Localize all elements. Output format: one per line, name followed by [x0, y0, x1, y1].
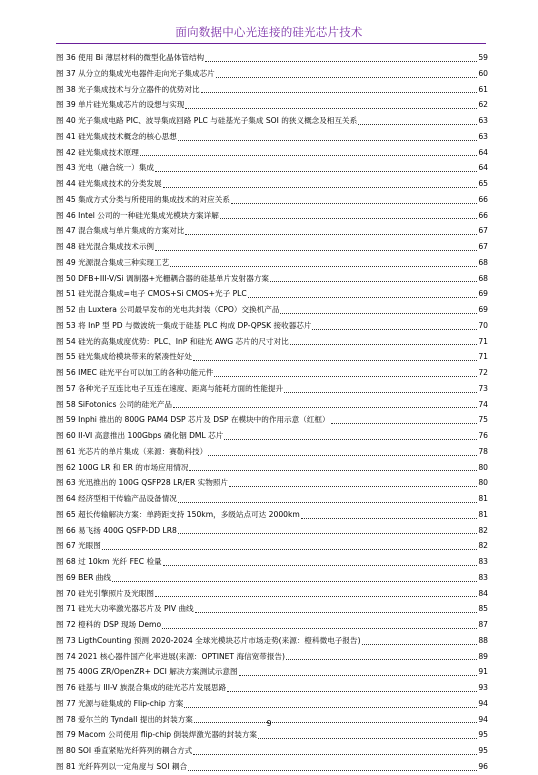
- figure-list-item[interactable]: [56, 696, 488, 712]
- dot-leader: [248, 293, 478, 298]
- figure-list-item[interactable]: [56, 286, 488, 302]
- dot-leader: [178, 498, 478, 503]
- page-ref: 88: [478, 635, 488, 645]
- dot-leader: [195, 608, 478, 613]
- figure-list-item[interactable]: [56, 727, 488, 743]
- figure-list-item[interactable]: [56, 444, 488, 460]
- page-ref: 64: [478, 147, 488, 157]
- figure-caption: 图 44 硅光集成技术的分类发展: [56, 179, 162, 188]
- figure-caption: 图 47 混合集成与单片集成的方案对比: [56, 226, 185, 236]
- figure-caption: 图 39 单片硅光集成芯片的设想与实现: [56, 100, 185, 110]
- page-ref: 62: [478, 100, 488, 110]
- page-ref: 67: [478, 242, 488, 251]
- page-ref: 60: [478, 68, 488, 78]
- figure-list-item[interactable]: [56, 160, 488, 176]
- page-ref: 65: [478, 179, 488, 188]
- page-ref: 83: [478, 572, 488, 582]
- figure-list-item[interactable]: [56, 129, 488, 145]
- figure-list-item[interactable]: [56, 318, 488, 334]
- figure-list-item[interactable]: [56, 680, 488, 696]
- page-ref: 75: [478, 415, 488, 425]
- figure-list-item[interactable]: [56, 381, 488, 397]
- dot-leader: [102, 545, 477, 550]
- page-ref: 95: [478, 730, 488, 740]
- dot-leader: [155, 246, 477, 251]
- figure-caption: 图 53 将 InP 型 PD 与微波统一集成于硅基 PLC 构成 DP-QPSK 接收器芯片: [56, 320, 312, 330]
- page-ref: 74: [478, 399, 488, 409]
- figure-list-item[interactable]: [56, 82, 488, 98]
- figure-list-item[interactable]: [56, 507, 488, 523]
- figure-list-item[interactable]: [56, 176, 488, 192]
- page-ref: 73: [478, 383, 488, 393]
- figure-caption: 图 55 硅光集成给模块带来的紧凑性好处: [56, 352, 192, 362]
- figure-caption: 图 36 使用 Bi 薄层材料的微型化晶体管结构: [56, 53, 205, 62]
- figure-list-item[interactable]: [56, 617, 488, 633]
- dot-leader: [358, 120, 477, 125]
- page-ref: 63: [478, 131, 488, 141]
- page-ref: 80: [478, 478, 488, 488]
- page-ref: 78: [478, 446, 488, 456]
- page-ref: 68: [478, 273, 488, 283]
- dot-leader: [185, 104, 477, 109]
- figure-caption: 图 63 光迅推出的 100G QSFP28 LR/ER 实物照片: [56, 478, 229, 488]
- figure-caption: 图 41 硅光集成技术概念的核心思想: [56, 131, 177, 141]
- figure-caption: 图 56 IMEC 硅光平台可以加工的各种功能元件: [56, 368, 214, 377]
- figure-caption: 图 48 硅光混合集成技术示例: [56, 242, 155, 251]
- page-ref: 71: [478, 336, 488, 346]
- dot-leader: [140, 151, 477, 156]
- dot-leader: [331, 419, 478, 424]
- dot-leader: [155, 592, 477, 597]
- dot-leader: [155, 167, 477, 172]
- figure-list-item[interactable]: [56, 192, 488, 208]
- figure-list-item[interactable]: [56, 113, 488, 129]
- page-ref: 66: [478, 194, 488, 204]
- page-ref: 82: [478, 525, 488, 535]
- page-ref: 85: [478, 604, 488, 614]
- figure-list-item[interactable]: [56, 460, 488, 476]
- page-ref: 81: [478, 509, 488, 519]
- figure-list-item[interactable]: [56, 365, 488, 381]
- figure-caption: 图 79 Macom 公司使用 flip-chip 倒装焊激光器的封装方案: [56, 730, 258, 740]
- figure-list-item[interactable]: [56, 239, 488, 255]
- figure-list-item[interactable]: [56, 302, 488, 318]
- dot-leader: [208, 451, 477, 456]
- figure-list-item[interactable]: [56, 570, 488, 586]
- dot-leader: [290, 340, 478, 345]
- figure-caption: 图 58 SiFotonics 公司的硅光产品: [56, 399, 173, 409]
- page-ref: 82: [478, 541, 488, 551]
- figure-list-item[interactable]: [56, 97, 488, 113]
- page-ref: 80: [478, 462, 488, 472]
- dot-leader: [312, 325, 477, 330]
- figure-list-item[interactable]: [56, 349, 488, 365]
- dot-leader: [239, 671, 478, 676]
- figure-caption: 图 68 过 10km 光纤 FEC 检量: [56, 557, 162, 566]
- figure-caption: 图 81 光纤阵列以一定角度与 SOI 耦合: [56, 761, 188, 771]
- dot-leader: [284, 388, 477, 393]
- figure-caption: 图 64 经济型相干传输产品设备情况: [56, 494, 177, 503]
- figure-caption: 图 62 100G LR 和 ER 的市场应用情况: [56, 462, 189, 472]
- dot-leader: [201, 88, 478, 93]
- figure-list-item[interactable]: [56, 50, 488, 66]
- dot-leader: [362, 640, 478, 645]
- figure-caption: 图 71 硅光大功率激光器芯片及 PIV 曲线: [56, 604, 194, 614]
- dot-leader: [178, 529, 477, 534]
- dot-leader: [185, 230, 477, 235]
- dot-leader: [193, 356, 477, 361]
- figure-list-item[interactable]: [56, 538, 488, 554]
- dot-leader: [188, 766, 477, 771]
- figure-list-item[interactable]: [56, 66, 488, 82]
- page-number: 9: [266, 719, 272, 728]
- dot-leader: [162, 624, 477, 629]
- page-ref: 76: [478, 431, 488, 440]
- dot-leader: [258, 734, 477, 739]
- dot-leader: [227, 687, 477, 692]
- document-title: 面向数据中心光连接的硅光芯片技术: [175, 25, 363, 39]
- figure-caption: 图 50 DFB+III-V/Si 调制器+光栅耦合器的硅基单片发射器方案: [56, 273, 270, 283]
- page-ref: 84: [478, 588, 488, 598]
- figure-caption: 图 52 由 Luxtera 公司最早发布的光电共封装（CPO）交换机产品: [56, 305, 280, 314]
- figure-list-item[interactable]: [56, 412, 488, 428]
- dot-leader: [280, 309, 477, 314]
- dot-leader: [301, 514, 478, 519]
- dot-leader: [216, 73, 478, 78]
- page-ref: 68: [478, 257, 488, 267]
- figure-caption: 图 37 从分立的集成光电器件走向光子集成芯片: [56, 68, 215, 78]
- figure-list-item[interactable]: [56, 523, 488, 539]
- figure-caption: 图 38 光子集成技术与分立器件的优势对比: [56, 84, 200, 94]
- dot-leader: [189, 466, 477, 471]
- dot-leader: [173, 403, 477, 408]
- figure-caption: 图 78 爱尔兰的 Tyndall 提出的封装方案: [56, 714, 193, 724]
- page-ref: 96: [478, 761, 488, 771]
- page-ref: 71: [478, 352, 488, 362]
- figure-caption: 图 73 LigthCounting 预测 2020-2024 全球光模块芯片市场走势(来源：橙科微电子报告): [56, 635, 361, 645]
- figure-caption: 图 61 光芯片的单片集成（来源：赛勒科技）: [56, 446, 208, 456]
- dot-leader: [286, 655, 477, 660]
- figure-list-item[interactable]: [56, 208, 488, 224]
- page-ref: 70: [478, 320, 488, 330]
- page-ref: 61: [478, 84, 488, 94]
- figure-caption: 图 66 易飞扬 400G QSFP-DD LR8: [56, 525, 177, 535]
- figure-caption: 图 69 BER 曲线: [56, 572, 111, 582]
- dot-leader: [163, 561, 478, 566]
- figure-list-item[interactable]: [56, 633, 488, 649]
- figure-list-item[interactable]: [56, 271, 488, 287]
- figure-caption: 图 54 硅光的高集成度优势：PLC、InP 和硅光 AWG 芯片的尺寸对比: [56, 336, 289, 346]
- dot-leader: [220, 214, 478, 219]
- dot-leader: [178, 136, 478, 141]
- figure-caption: 图 65 超长传输解决方案：单跨距支持 150km，多级站点可达 2000km: [56, 509, 300, 519]
- figure-caption: 图 51 硅光混合集成=电子 CMOS+Si CMOS+光子 PLC: [56, 289, 247, 299]
- figure-list: [56, 50, 488, 775]
- figure-list-item[interactable]: [56, 334, 488, 350]
- figure-caption: 图 49 光源混合集成三种实现工艺: [56, 257, 170, 267]
- figure-list-item[interactable]: [56, 601, 488, 617]
- dot-leader: [112, 577, 477, 582]
- header-divider: [56, 43, 486, 44]
- figure-list-item[interactable]: [56, 475, 488, 491]
- page-ref: 83: [478, 557, 488, 566]
- figure-caption: 图 75 400G ZR/OpenZR+ DCI 解决方案测试示意图: [56, 667, 238, 677]
- dot-leader: [229, 482, 477, 487]
- figure-list-item[interactable]: [56, 743, 488, 759]
- figure-caption: 图 45 集成方式分类与所使用的集成技术的对应关系: [56, 194, 230, 204]
- page-ref: 94: [478, 714, 488, 724]
- page-ref: 63: [478, 116, 488, 125]
- figure-caption: 图 59 Inphi 推出的 800G PAM4 DSP 芯片及 DSP 在模块中的作用示意（红框）: [56, 415, 330, 425]
- figure-caption: 图 76 硅基与 III-V 族混合集成的硅光芯片发展思路: [56, 683, 227, 692]
- page-ref: 67: [478, 226, 488, 236]
- figure-caption: 图 67 光眼图: [56, 541, 101, 551]
- figure-caption: 图 40 光子集成电路 PIC、波导集成回路 PLC 与硅基光子集成 SOI 的狭义概念及相互关系: [56, 116, 358, 125]
- figure-list-item[interactable]: [56, 397, 488, 413]
- figure-list-item[interactable]: [56, 491, 488, 507]
- dot-leader: [224, 435, 477, 440]
- page-ref: 69: [478, 289, 488, 299]
- dot-leader: [231, 199, 477, 204]
- figure-caption: 图 46 Intel 公司的一种硅光集成光模块方案详解: [56, 210, 219, 220]
- figure-caption: 图 80 SOI 垂直紧贴光纤阵列的耦合方式: [56, 746, 193, 755]
- dot-leader: [184, 703, 477, 708]
- page-ref: 95: [478, 746, 488, 755]
- figure-list-item[interactable]: [56, 255, 488, 271]
- figure-caption: 图 70 硅光引擎照片及光眼图: [56, 588, 155, 598]
- dot-leader: [170, 262, 477, 267]
- figure-caption: 图 74 2021 核心器件国产化率进展(来源：OPTINET 海信宽带报告): [56, 651, 285, 661]
- page-ref: 93: [478, 683, 488, 692]
- figure-list-item[interactable]: [56, 664, 488, 680]
- page-ref: 94: [478, 698, 488, 708]
- dot-leader: [193, 750, 477, 755]
- figure-list-item[interactable]: [56, 223, 488, 239]
- figure-caption: 图 57 各种光子互连比电子互连在速度、距离与能耗方面的性能提升: [56, 383, 284, 393]
- dot-leader: [163, 183, 478, 188]
- page-ref: 91: [478, 667, 488, 677]
- dot-leader: [214, 372, 477, 377]
- page-ref: 81: [478, 494, 488, 503]
- figure-caption: 图 72 橙科的 DSP 现场 Demo: [56, 620, 162, 629]
- figure-list-item[interactable]: [56, 554, 488, 570]
- figure-caption: 图 60 II-VI 高意推出 100Gbps 磷化铟 DML 芯片: [56, 431, 224, 440]
- dot-leader: [270, 277, 477, 282]
- figure-list-item[interactable]: [56, 759, 488, 775]
- page-header: [0, 0, 538, 46]
- figure-caption: 图 42 硅光集成技术原理: [56, 147, 139, 157]
- page-ref: 66: [478, 210, 488, 220]
- figure-caption: 图 77 光源与硅集成的 Flip-chip 方案: [56, 698, 184, 708]
- page-ref: 59: [478, 53, 488, 62]
- figure-list-item[interactable]: [56, 428, 488, 444]
- page-ref: 69: [478, 305, 488, 314]
- figure-list-item[interactable]: [56, 649, 488, 665]
- page-ref: 87: [478, 620, 488, 629]
- figure-list-item[interactable]: [56, 586, 488, 602]
- dot-leader: [205, 57, 477, 62]
- page-ref: 89: [478, 651, 488, 661]
- page-ref: 64: [478, 163, 488, 173]
- page-ref: 72: [478, 368, 488, 377]
- figure-list-item[interactable]: [56, 145, 488, 161]
- figure-caption: 图 43 光电（融合统一）集成: [56, 163, 155, 173]
